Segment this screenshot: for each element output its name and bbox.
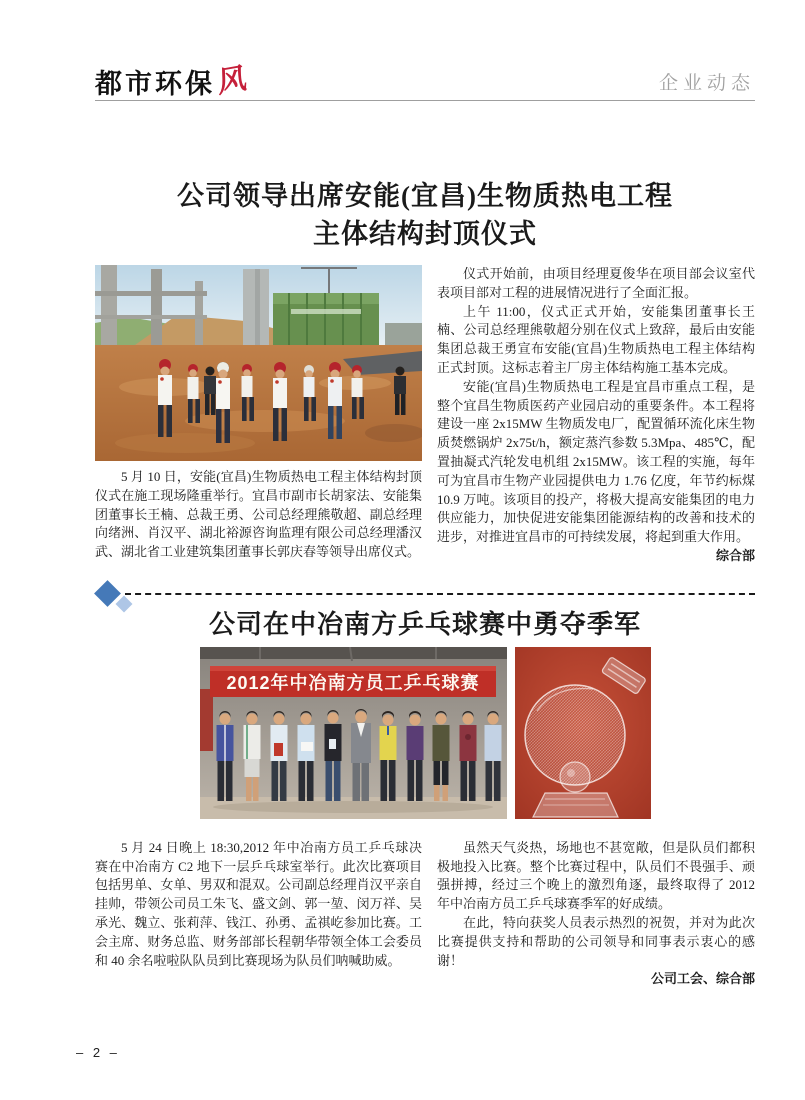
article2-right-column — [437, 839, 755, 989]
article1 — [95, 265, 755, 566]
article1-paragraph-3 — [437, 378, 755, 563]
article1-byline: 综合部 — [715, 547, 755, 563]
article1-paragraph-3-text: 安能(宜昌)生物质热电工程是宜昌市重点工程，是整个宜昌生物质医药产业园启动的重要条件。本工程将建设一座 2x15MW 生物质发电厂，配置循环流化床生物质焚燃锅炉 2x75t/h，额定蒸汽参数 5.3Mpa、485℃，配置抽凝式汽轮发电机组 2x15MW。该工程的实施，每年可为宜昌市生物产业园提供电力 1.76 亿度，年节约标煤 10.9 万吨。该项目的投产，将极大提高安能集团的电力供应能力，加快促进安能集团能源结构的改善和技术的进步，对推进宜昌市的可持续发展，将起到重大作用。 — [437, 378, 755, 545]
dashed-rule — [125, 593, 755, 595]
article2-byline: 公司工会、综合部 — [650, 971, 755, 987]
article2-paragraph-2: 在此，特向获奖人员表示热烈的祝贺，并对为此次比赛提供支持和帮助的公司领导和同事表示衷心的感谢！ — [437, 914, 755, 968]
construction-site-photo — [95, 265, 422, 461]
section-label: 企业动态 — [658, 72, 755, 94]
article1-paragraph-2: 上午 11:00，仪式正式开始，安能集团董事长王楠、公司总经理熊敬超分别在仪式上致辞，最后由安能集团总裁王勇宣布安能(宜昌)生物质热电工程主体结构正式封顶。这标志着主厂房主体结构施工基本完成。 — [437, 303, 755, 375]
article1-title — [95, 177, 755, 253]
article2-left-paragraph: 5 月 24 日晚上 18:30,2012 年中冶南方员工乒乓球决赛在中冶南方 C2 地下一层乒乓球室举行。此次比赛项目包括男单、女单、男双和混双。公司副总经理肖汉平亲自挂帅，带领公司员工朱飞、盛文剑、郭一堃、闵万祥、吴承光、魏立、张莉萍、钱江、孙勇、孟祺屹参加比赛。工会主席、财务总监、财务部部长程朝华带领全体工会委员和 40 余名啦啦队队员到比赛现场为队员们呐喊助威。 — [95, 839, 422, 968]
article1-title-line1: 公司领导出席安能(宜昌)生物质热电工程 — [177, 181, 673, 211]
article2-title: 公司在中冶南方乒乓球赛中勇夺季军 — [208, 609, 641, 639]
article2 — [95, 839, 755, 989]
article1-title-line2: 主体结构封顶仪式 — [313, 219, 537, 249]
group-photo — [200, 647, 507, 819]
page-header — [95, 62, 755, 101]
page-number: – 2 – — [76, 1045, 120, 1060]
article2-left-column — [95, 839, 422, 989]
banner-text: 2012年中冶南方员工乒乓球赛 — [225, 672, 480, 693]
article2-photo-row — [95, 647, 755, 819]
article2-paragraph-1: 虽然天气炎热，场地也不甚宽敞，但是队员们都积极地投入比赛。整个比赛过程中，队员们不畏强手、顽强拼搏，经过三个晚上的激烈角逐，最终取得了 2012 年中冶南方员工乒乓球赛季军的好成绩。 — [437, 839, 755, 912]
masthead-red-mark-icon: 风 — [217, 61, 248, 100]
section-divider — [95, 588, 755, 602]
masthead-logo — [95, 62, 247, 101]
trophy-photo — [515, 647, 651, 819]
masthead-title: 都市环保 — [95, 68, 215, 99]
article1-paragraph-1: 仪式开始前，由项目经理夏俊华在项目部会议室代表项目部对工程的进展情况进行了全面汇报。 — [437, 266, 755, 300]
article1-left-column — [95, 265, 422, 566]
article1-right-column — [437, 265, 755, 566]
article1-left-paragraph: 5 月 10 日，安能(宜昌)生物质热电工程主体结构封顶仪式在施工现场隆重举行。宜昌市副市长胡家法、安能集团董事长王楠、总裁王勇、公司总经理熊敬超、副总经理向绪洲、肖汉平、湖北裕源咨询监理有限公司总经理潘汉武、湖北省工业建筑集团董事长郭庆春等领导出席仪式。 — [95, 469, 422, 560]
